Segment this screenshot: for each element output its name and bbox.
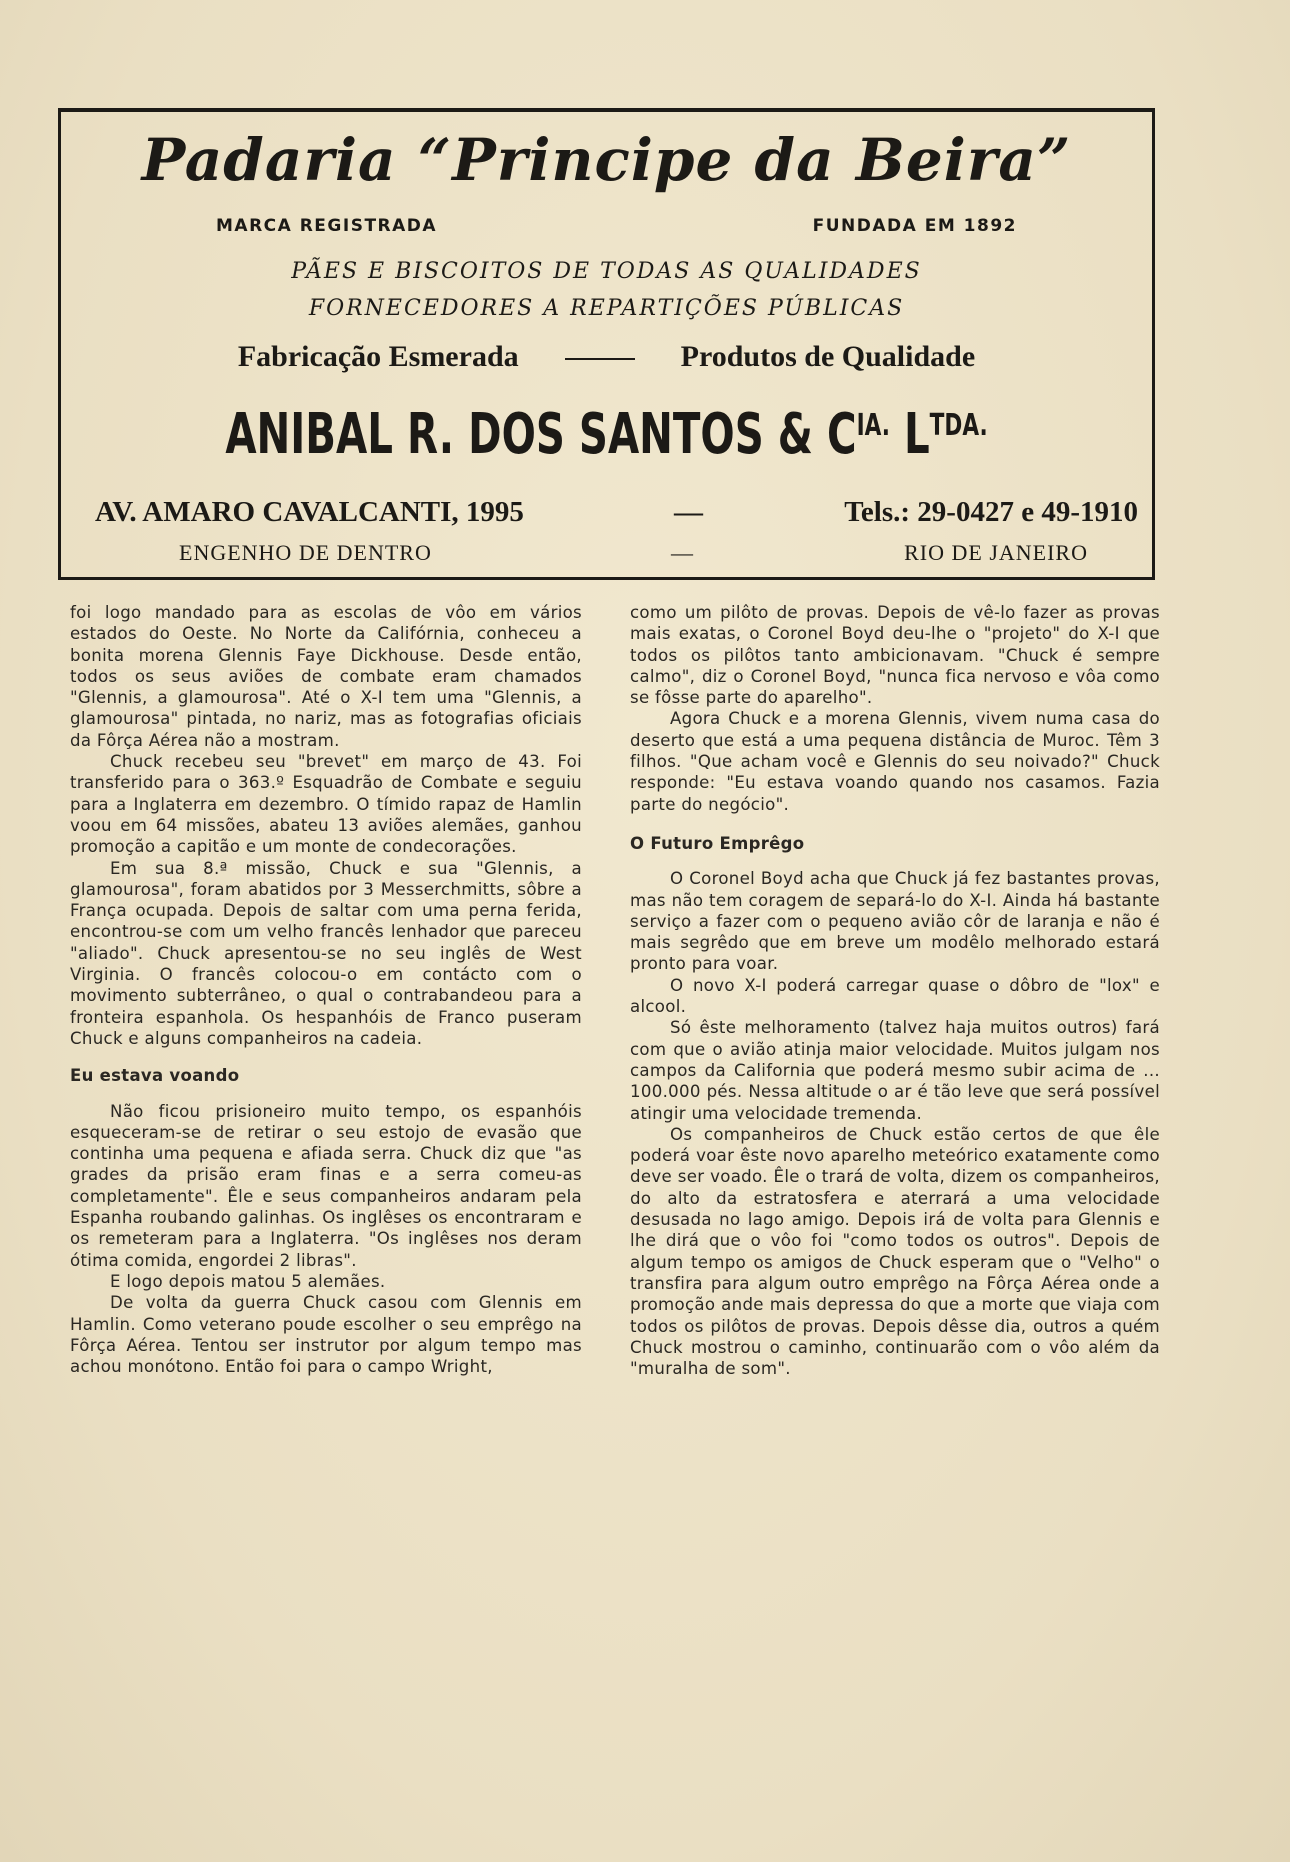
ad-company-sup1: IA.	[856, 408, 890, 443]
article-paragraph: Chuck recebeu seu "brevet" em março de 43. Foi transferido para o 363.º Esquadrão de Combate e seguiu para a Inglaterra em dezembro. O tímido rapaz de Hamlin voou em 64 missões, abateu 13 aviões alemães, ganhou promoção a capitão e um monte de condecorações.	[70, 752, 582, 857]
article-paragraph: Os companheiros de Chuck estão certos de que êle poderá voar êste novo aparelho meteórico exatamente como deve ser voado. Êle o trará de volta, dizem os companheiros, do alto da estratosfera e aterrará a uma velocidade desusada no lago amigo. Depois irá de volta para Glennis e lhe dirá que o vôo foi "como todos os outros". Depois de algum tempo os amigos de Chuck esperam que o "Velho" o transfira para algum outro emprêgo na Fôrça Aérea onde a promoção ande mais depressa do que a morte que viaja com todos os pilôtos de provas. Depois dêsse dia, outros a quém Chuck mostrou o caminho, continuarão com o vôo além da "muralha de som".	[630, 1124, 1160, 1379]
article-paragraph: como um pilôto de provas. Depois de vê-lo fazer as provas mais exatas, o Coronel Boyd deu-lhe o "projeto" do X-I que todos os pilôtos tanto ambicionavam. "Chuck é sempre calmo", diz o Coronel Boyd, "nunca fica nervoso e vôa como se fôsse parte do aparelho".	[630, 603, 1160, 708]
ad-company-ltd: L	[903, 402, 930, 467]
article-column-left	[70, 602, 582, 1377]
article-column-right	[630, 602, 1160, 1379]
ad-quality-divider	[565, 358, 635, 360]
ad-registered: MARCA REGISTRADA	[216, 216, 438, 236]
article-paragraph: Agora Chuck e a morena Glennis, vivem numa casa do deserto que está a uma pequena distância de Muroc. Têm 3 filhos. "Que acham você e Glennis do seu noivado?" Chuck responde: "Eu estava voando quando nos casamos. Fazia parte do negócio".	[630, 709, 1160, 814]
article-paragraph: foi logo mandado para as escolas de vôo em vários estados do Oeste. No Norte da Califórnia, conheceu a bonita morena Glennis Faye Dickhouse. Desde então, todos os seus aviões de combate eram chamados "Glennis, a glamourosa". Até o X-I tem uma "Glennis, a glamourosa" pintada, no nariz, mas as fotografias oficiais da Fôrça Aérea não a mostram.	[70, 603, 582, 750]
article-paragraph: Em sua 8.ª missão, Chuck e sua "Glennis, a glamourosa", foram abatidos por 3 Messerchmitts, sôbre a França ocupada. Depois de saltar com uma perna ferida, encontrou-se com um velho francês lenhador que pareceu "aliado". Chuck apresentou-se no seu inglês de West Virginia. O francês colocou-o em contácto com o movimento subterrâneo, o qual o contrabandeou para a fronteira espanhola. Os hespanhóis de Franco puseram Chuck e alguns companheiros na cadeia.	[70, 858, 582, 1048]
article-paragraph: O Coronel Boyd acha que Chuck já fez bastantes provas, mas não tem coragem de separá-lo do X-I. Ainda há bastante serviço a fazer com o pequeno avião côr de laranja e não é mais segrêdo que em breve um modêlo melhorado estará pronto para voar.	[630, 869, 1160, 974]
ad-address-separator: —	[674, 496, 703, 528]
article-paragraph: E logo depois matou 5 alemães.	[110, 1271, 386, 1291]
bakery-advertisement	[58, 108, 1155, 580]
article-paragraph: Só êste melhoramento (talvez haja muitos outros) fará com que o avião atinja maior velocidade. Muitos julgam nos campos da California que poderá mesmo subir acima de ... 100.000 pés. Nessa altitude o ar é tão leve que será possível atingir uma velocidade tremenda.	[630, 1018, 1160, 1123]
ad-company-name	[214, 402, 1000, 467]
ad-city: RIO DE JANEIRO	[904, 540, 1088, 565]
ad-company-sup2: TDA.	[929, 408, 988, 443]
ad-address: AV. AMARO CAVALCANTI, 1995	[95, 496, 524, 528]
article-paragraph: Não ficou prisioneiro muito tempo, os espanhóis esqueceram-se de retirar o seu estojo de evasão que continha uma pequena e afiada serra. Chuck diz que "as grades da prisão eram finas e a serra comeu-as completamente". Êle e seus companheiros andaram pela Espanha roubando galinhas. Os inglêses os encontraram e os remeteram para a Inglaterra. "Os inglêses nos deram ótima comida, engordei 2 libras".	[70, 1101, 582, 1270]
section-heading: Eu estava voando	[70, 1066, 240, 1086]
section-heading: O Futuro Emprêgo	[630, 833, 805, 853]
ad-tagline-2: FORNECEDORES A REPARTIÇÕES PÚBLICAS	[308, 296, 905, 321]
ad-quality-left: Fabricação Esmerada	[237, 340, 519, 373]
ad-founded: FUNDADA EM 1892	[812, 216, 1017, 236]
article-paragraph: De volta da guerra Chuck casou com Glennis em Hamlin. Como veterano poude escolher o seu emprêgo na Fôrça Aérea. Tentou ser instrutor por algum tempo mas achou monótono. Então foi para o campo Wright,	[70, 1293, 582, 1377]
ad-title: Padaria “Principe da Beira”	[141, 126, 1072, 194]
ad-district: ENGENHO DE DENTRO	[179, 540, 432, 565]
article-paragraph: O novo X-I poderá carregar quase o dôbro de "lox" e alcool.	[630, 975, 1160, 1017]
ad-company-main: ANIBAL R. DOS SANTOS & C	[225, 402, 857, 467]
ad-city-separator: —	[671, 540, 693, 565]
ad-phones: Tels.: 29-0427 e 49-1910	[844, 496, 1138, 528]
ad-tagline-1: PÃES E BISCOITOS DE TODAS AS QUALIDADES	[291, 259, 922, 284]
ad-quality-right: Produtos de Qualidade	[680, 340, 976, 373]
ad-quality-line	[61, 340, 1152, 374]
